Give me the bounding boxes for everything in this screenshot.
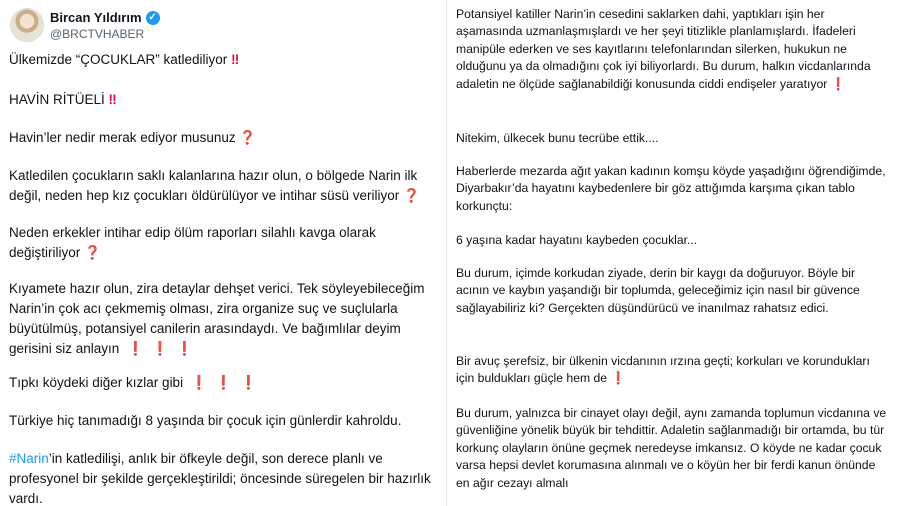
verified-badge-icon: ✓	[146, 11, 160, 25]
tweet-paragraph: Havin’ler nedir merak ediyor musunuz ❓	[9, 130, 257, 145]
author-handle[interactable]: @BRCTVHABER	[50, 27, 145, 41]
double-exclamation-icon: ‼	[108, 92, 118, 107]
tweet-paragraph: Bu durum, yalnızca bir cinayet olayı değil, aynı zamanda toplumun vicdanına ve güvenliğine yönelik büyük bir tehdittir. Adaletin sağlanmadığı bir ortamda, bu tür korkunç olayların önüne geçmek neredeyse imkansız. O köyde ne kadar çocuk varsa hepsi devlet korumasına alınmalı ve o köyün her bir ferdi kanun önünde en ağır cezayı almalı	[456, 406, 887, 490]
question-mark-icon: ❓	[402, 188, 420, 203]
tweet-paragraph: Potansiyel katiller Narin’in cesedini saklarken dahi, yaptıkları işin her aşamasında uzmanlaşmışlardı ve her şeyi titizlikle planlamışlardı. İfadeleri manipüle ederken ve ses kayıtlarını telefonlarından silerken, hukukun ne olduğunu ya da olmadığını çok iyi biliyorlardı. Bu durum, halkın vicdanlarında adaletin ne ölçüde sağlanabildiği konusunda ciddi endişeler yaratıyor ❗	[456, 7, 871, 91]
exclamation-icon: ❗	[215, 375, 233, 390]
exclamation-icon: ❗	[151, 341, 169, 356]
question-mark-icon: ❓	[84, 245, 101, 260]
double-exclamation-icon: ‼	[231, 52, 241, 67]
tweet-paragraph: Nitekim, ülkecek bunu tecrübe ettik....	[456, 131, 659, 145]
tweet-paragraph: Haberlerde mezarda ağıt yakan kadının komşu köyde yaşadığını öğrendiğimde, Diyarbakır’da hayatını kaybedenlere bir göz attığımda karşıma çıkan tablo korkunçtu:	[456, 164, 886, 213]
tweet-paragraph: Katledilen çocukların saklı kalanlarına hazır olun, o bölgede Narin ilk değil, neden hep kız çocukları öldürülüyor ve intihar süsü veriliyor ❓	[9, 168, 420, 203]
exclamation-icon: ❗	[830, 76, 846, 91]
tweet-paragraph: #Narin’in katledilişi, anlık bir öfkeyle değil, son derece planlı ve profesyonel bir şekilde gerçekleştirildi; öncesinde süregelen bir hazırlık vardı.	[9, 451, 431, 506]
author-name[interactable]: Bircan Yıldırım	[50, 10, 142, 25]
exclamation-icon: ❗	[190, 375, 208, 390]
exclamation-icon: ❗	[240, 375, 257, 390]
tweet-paragraph: Türkiye hiç tanımadığı 8 yaşında bir çocuk için günlerdir kahroldu.	[9, 413, 402, 428]
right-tweet-column	[446, 0, 900, 506]
hashtag-link[interactable]: #Narin	[9, 451, 49, 466]
tweet-paragraph: Bir avuç şerefsiz, bir ülkenin vicdanının ırzına geçti; korkuları ve korundukları için buldukları güçle hem de ❗	[456, 354, 870, 386]
tweet-paragraph: Ülkemizde “ÇOCUKLAR” katlediliyor ‼	[9, 52, 241, 67]
tweet-paragraph: Bu durum, içimde korkudan ziyade, derin bir kaygı da doğuruyor. Böyle bir acının ve kaybın yaşandığı bir toplumda, geleceğimiz için nasıl bir güvence sağlayabiliriz ki? Gerçekten düşündürücü ve inanılmaz rahatsız edici.	[456, 266, 860, 315]
tweet-paragraph: Tıpkı köydeki diğer kızlar gibi ❗ ❗ ❗	[9, 375, 257, 390]
tweet-paragraph: HAVİN RİTÜELİ ‼	[9, 92, 118, 107]
author-name-row[interactable]	[50, 10, 160, 25]
question-mark-icon: ❓	[239, 130, 257, 145]
tweet-paragraph: Neden erkekler intihar edip ölüm raporları silahlı kavga olarak değiştiriliyor ❓	[9, 225, 376, 260]
left-tweet-column	[0, 0, 446, 506]
avatar[interactable]	[10, 8, 44, 42]
tweet-paragraph: Kıyamete hazır olun, zira detaylar dehşet verici. Tek söyleyebileceğim Narin’in çok acı çekmemiş olması, zira organize suç ve suçlularla büyütülmüş, potansiyel canilerin arasındaydı. Ve bağımlılar deyim gerisini siz anlayın ❗ ❗ ❗	[9, 281, 425, 356]
exclamation-icon: ❗	[176, 341, 194, 356]
exclamation-icon: ❗	[610, 371, 626, 386]
tweet-paragraph: 6 yaşına kadar hayatını kaybeden çocuklar...	[456, 233, 698, 247]
exclamation-icon: ❗	[127, 341, 144, 356]
